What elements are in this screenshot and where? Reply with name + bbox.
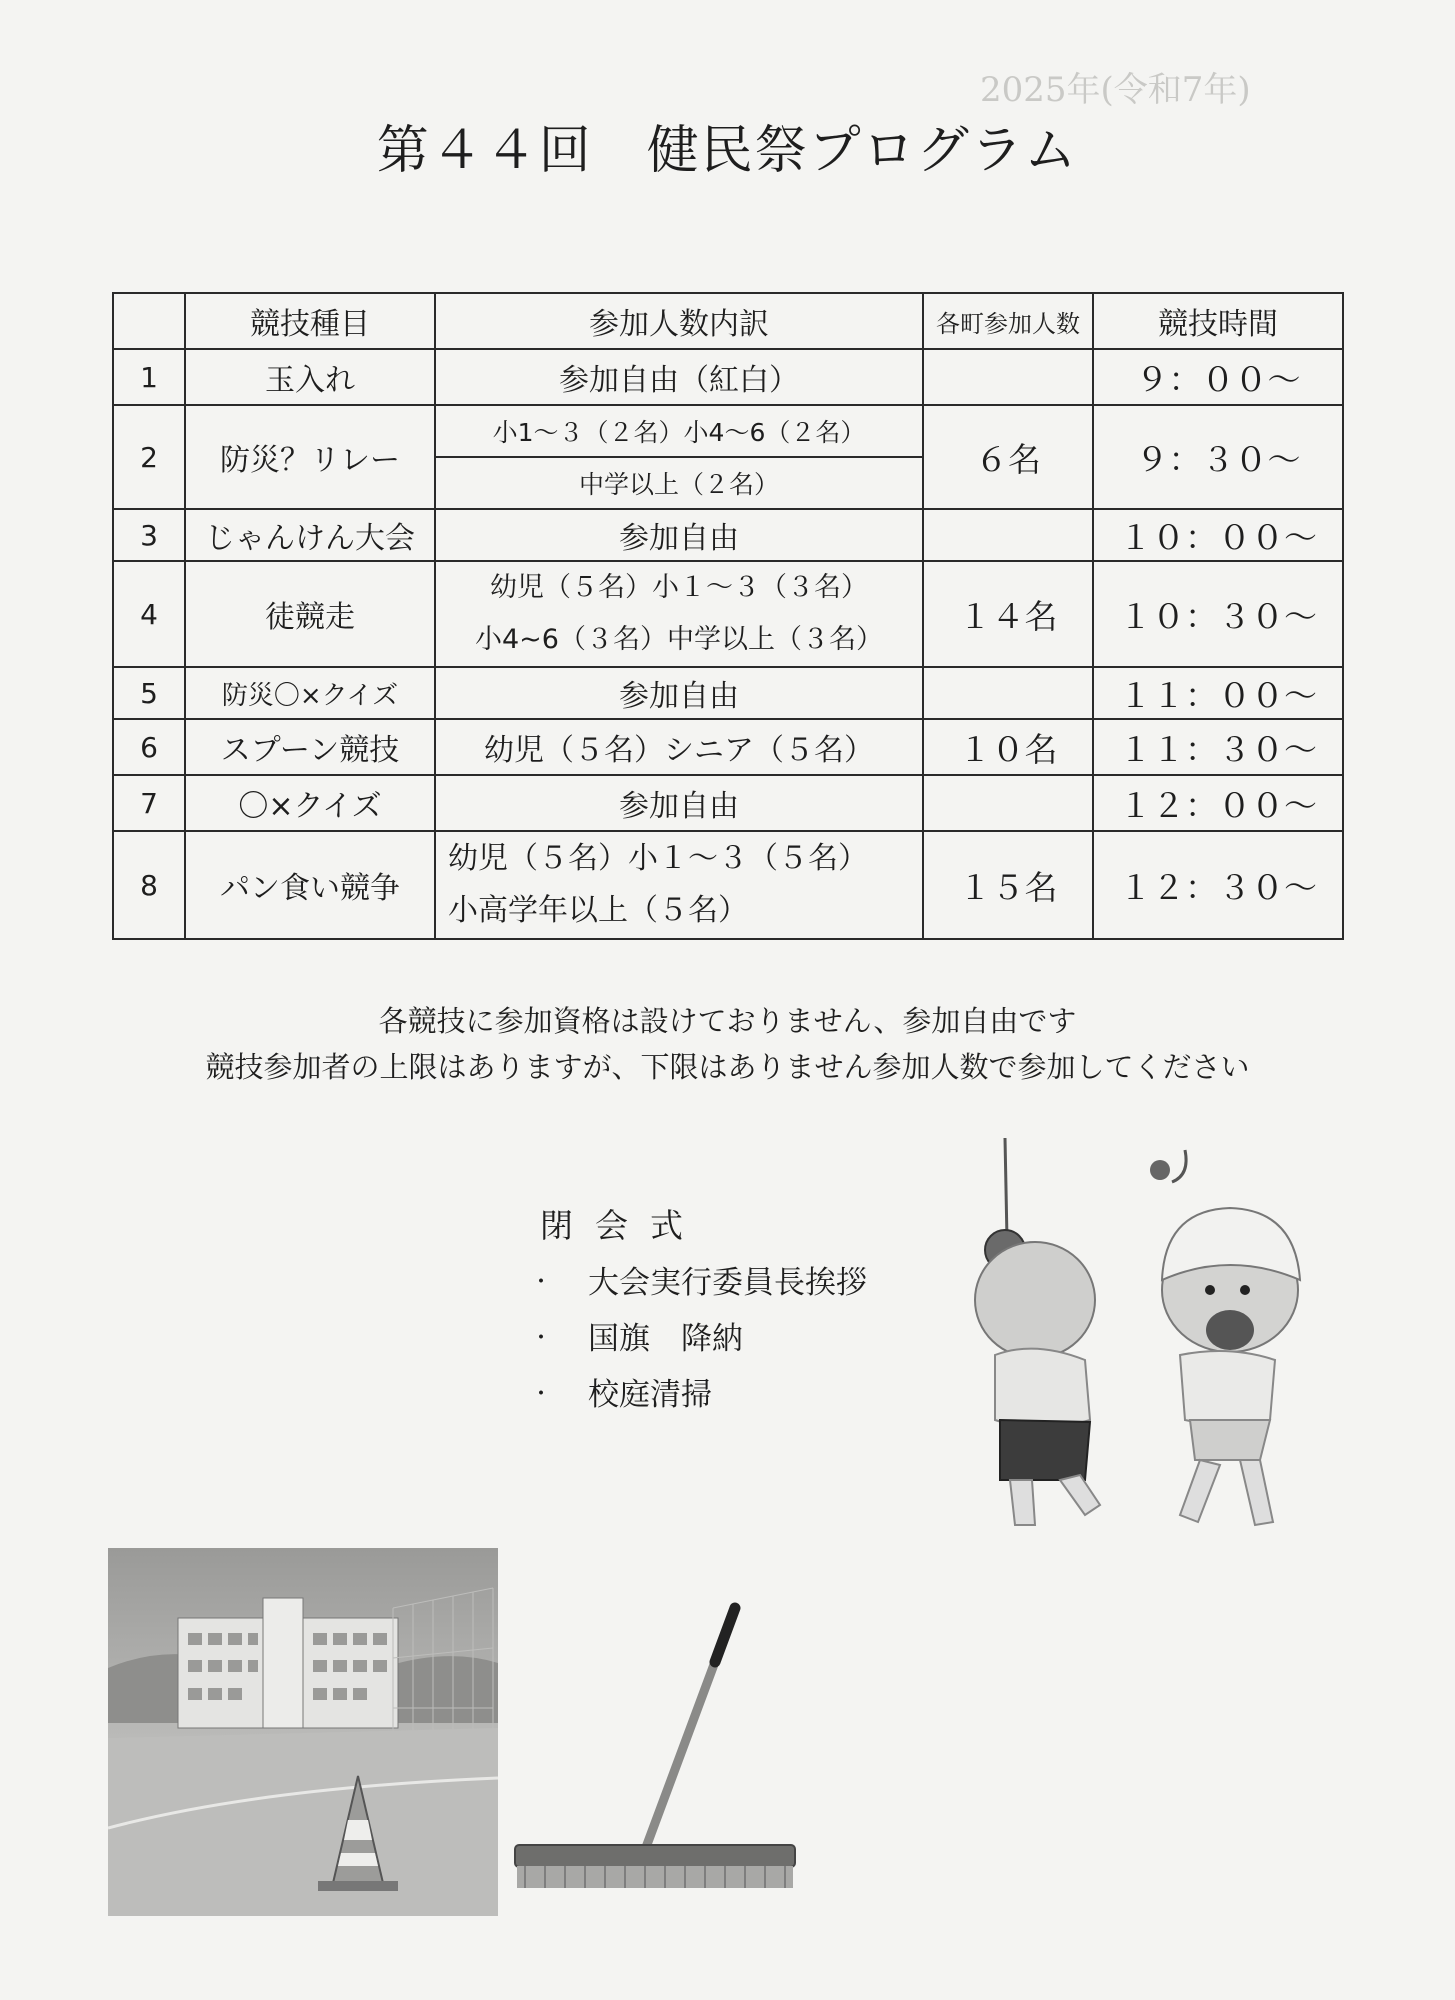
row-event: 防災？リレー — [185, 405, 435, 509]
participation-notes — [0, 998, 1455, 1090]
table-row — [113, 349, 1343, 405]
row-time: １１：００～ — [1093, 667, 1343, 719]
header-event: 競技種目 — [185, 293, 435, 349]
list-item-label: 国旗 降納 — [588, 1321, 743, 1357]
row-detail: 参加自由 — [435, 775, 923, 831]
note-line: 競技参加者の上限はありますが、下限はありません参加人数で参加してください — [205, 1050, 1250, 1084]
row-event: 防災〇×クイズ — [185, 667, 435, 719]
table-row — [113, 831, 1343, 939]
row-event: じゃんけん大会 — [185, 509, 435, 561]
table-row — [113, 509, 1343, 561]
header-no — [113, 293, 185, 349]
running-kids-illustration — [940, 1130, 1340, 1550]
row-event: 〇×クイズ — [185, 775, 435, 831]
header-time: 競技時間 — [1093, 293, 1343, 349]
table-row — [113, 561, 1343, 667]
header-detail: 参加人数内訳 — [435, 293, 923, 349]
row-detail: 参加自由 — [435, 667, 923, 719]
row-no: 1 — [113, 349, 185, 405]
list-item — [530, 1367, 867, 1423]
row-count — [923, 775, 1093, 831]
table-row — [113, 775, 1343, 831]
row-count — [923, 667, 1093, 719]
row-count: １５名 — [923, 831, 1093, 939]
page-title: 第４４回 健民祭プログラム — [376, 121, 1079, 181]
row-time: １１：３０～ — [1093, 719, 1343, 775]
closing-ceremony-list — [530, 1255, 867, 1423]
closing-ceremony-title: 閉会式 — [540, 1206, 705, 1245]
row-no: 2 — [113, 405, 185, 509]
row-time: １２：００～ — [1093, 775, 1343, 831]
header-count: 各町参加人数 — [923, 293, 1093, 349]
list-item — [530, 1311, 867, 1367]
row-time: ９：００～ — [1093, 349, 1343, 405]
list-item-label: 校庭清掃 — [588, 1377, 712, 1413]
bullet-icon: ・ — [530, 1382, 553, 1407]
note-line: 各競技に参加資格は設けておりません、参加自由です — [378, 1004, 1077, 1038]
row-event: 玉入れ — [185, 349, 435, 405]
row-time: １０：００～ — [1093, 509, 1343, 561]
list-item — [530, 1255, 867, 1311]
bullet-icon: ・ — [530, 1270, 553, 1295]
show-through-year: 2025年(令和7年) — [980, 70, 1251, 110]
row-no: 8 — [113, 831, 185, 939]
table-row — [113, 719, 1343, 775]
row-detail: 参加自由（紅白） — [435, 349, 923, 405]
row-no: 5 — [113, 667, 185, 719]
row-count: １４名 — [923, 561, 1093, 667]
row-count — [923, 509, 1093, 561]
row-time: １２：３０～ — [1093, 831, 1343, 939]
row-count: ６名 — [923, 405, 1093, 509]
row-event: スプーン競技 — [185, 719, 435, 775]
row-time: １０：３０～ — [1093, 561, 1343, 667]
table-header-row — [113, 293, 1343, 349]
row-event: 徒競走 — [185, 561, 435, 667]
row-detail — [435, 561, 923, 667]
row-no: 3 — [113, 509, 185, 561]
bullet-icon: ・ — [530, 1326, 553, 1351]
schedule-table — [112, 292, 1344, 940]
row-event: パン食い競争 — [185, 831, 435, 939]
table-row — [113, 667, 1343, 719]
row-detail-a: 幼児（５名）小１～３（５名） — [448, 841, 868, 876]
row-no: 6 — [113, 719, 185, 775]
row-count: １０名 — [923, 719, 1093, 775]
row-detail-a: 小1～３（２名）小4～6（２名） — [435, 405, 923, 457]
row-no: 4 — [113, 561, 185, 667]
broom-illustration — [505, 1600, 805, 1900]
row-detail-b: 小4~6（３名）中学以上（３名） — [475, 624, 883, 655]
row-detail: 参加自由 — [435, 509, 923, 561]
row-time: ９：３０～ — [1093, 405, 1343, 509]
list-item-label: 大会実行委員長挨拶 — [588, 1265, 867, 1301]
row-detail: 幼児（５名）シニア（５名） — [435, 719, 923, 775]
table-row — [113, 405, 1343, 457]
row-count — [923, 349, 1093, 405]
row-detail-b: 小高学年以上（５名） — [448, 893, 748, 928]
row-no: 7 — [113, 775, 185, 831]
row-detail-b: 中学以上（２名） — [435, 457, 923, 509]
row-detail-a: 幼児（５名）小１～３（３名） — [490, 572, 868, 603]
row-detail — [435, 831, 923, 939]
schoolyard-illustration — [108, 1548, 498, 1916]
